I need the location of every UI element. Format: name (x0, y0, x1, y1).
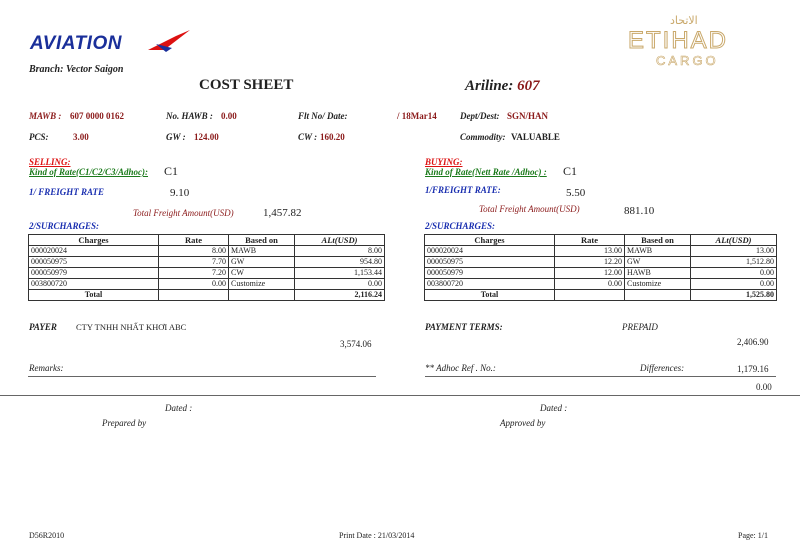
total-amount: 1,525.80 (691, 290, 777, 301)
charge-rate: 0.00 (159, 279, 229, 290)
charge-amount: 0.00 (691, 268, 777, 279)
empty-cell (229, 290, 295, 301)
flight-value: / 18Mar14 (397, 111, 437, 121)
dept-label: Dept/Dest: (460, 111, 500, 121)
selling-freight-label: 1/ FREIGHT RATE (29, 187, 105, 197)
extra-value: 0.00 (756, 382, 772, 392)
payment-terms-label: PAYMENT TERMS: (425, 322, 503, 332)
charge-rate: 8.00 (159, 246, 229, 257)
hawb-label: No. HAWB : (166, 111, 213, 121)
table-row (425, 257, 777, 268)
charge-code: 000020024 (29, 246, 159, 257)
table-header-row (425, 235, 777, 246)
buying-total-value: 881.10 (624, 205, 655, 217)
selling-charges-table (28, 234, 385, 301)
buying-freight-value: 5.50 (566, 187, 586, 199)
buying-total-label: Total Freight Amount(USD) (479, 204, 580, 214)
hawb-value: 0.00 (221, 111, 237, 121)
payment-terms-value: PREPAID (622, 322, 658, 332)
selling-heading: SELLING: (29, 157, 71, 167)
differences-divider (425, 376, 776, 377)
mawb-value: 607 0000 0162 (70, 111, 124, 121)
charge-basis: CW (229, 268, 295, 279)
column-header: Charges (29, 235, 159, 246)
charge-code: 000050975 (29, 257, 159, 268)
selling-freight-value: 9.10 (170, 187, 190, 199)
charge-code: 000050979 (425, 268, 555, 279)
total-amount: 2,116.24 (295, 290, 385, 301)
column-header: ALt(USD) (295, 235, 385, 246)
table-row (425, 246, 777, 257)
cw-label: CW : (298, 132, 318, 142)
charge-amount: 1,153.44 (295, 268, 385, 279)
table-row (425, 279, 777, 290)
remarks-divider (28, 376, 376, 377)
table-row (29, 279, 385, 290)
approved-by-label: Approved by (500, 418, 546, 428)
buying-kind-value: C1 (563, 164, 578, 178)
column-header: Based on (625, 235, 691, 246)
column-header: Charges (425, 235, 555, 246)
column-header: ALt(USD) (691, 235, 777, 246)
empty-cell (625, 290, 691, 301)
charge-basis: GW (625, 257, 691, 268)
selling-kind-label: Kind of Rate(C1/C2/C3/Adhoc): (29, 167, 149, 177)
charge-amount: 0.00 (295, 279, 385, 290)
selling-grand-total: 3,574.06 (340, 339, 372, 349)
charge-code: 000050979 (29, 268, 159, 279)
table-row (29, 268, 385, 279)
gw-value: 124.00 (194, 132, 219, 142)
buying-surcharges-label: 2/SURCHARGES: (425, 221, 496, 231)
table-row (29, 257, 385, 268)
charge-rate: 0.00 (555, 279, 625, 290)
adhoc-ref-label: ** Adhoc Ref . No.: (425, 363, 496, 373)
airline-field (465, 78, 540, 95)
pcs-value: 3.00 (73, 132, 89, 142)
pcs-label: PCS: (29, 132, 49, 142)
buying-heading: BUYING: (425, 157, 463, 167)
gw-label: GW : (166, 132, 186, 142)
total-label: Total (29, 290, 159, 301)
table-row (29, 246, 385, 257)
selling-total-label: Total Freight Amount(USD) (133, 208, 234, 218)
charge-basis: MAWB (229, 246, 295, 257)
etihad-cargo-text: CARGO (656, 53, 719, 68)
selling-surcharges-label: 2/SURCHARGES: (29, 221, 100, 231)
selling-total-value: 1,457.82 (263, 207, 302, 219)
remarks-label: Remarks: (29, 363, 64, 373)
differences-value: 1,179.16 (737, 364, 769, 374)
table-total-row (425, 290, 777, 301)
empty-cell (159, 290, 229, 301)
aviation-logo-text: AVIATION (30, 33, 122, 54)
charge-code: 000050975 (425, 257, 555, 268)
charge-code: 000020024 (425, 246, 555, 257)
buying-freight-label: 1/FREIGHT RATE: (425, 185, 501, 195)
empty-cell (555, 290, 625, 301)
charge-amount: 1,512.80 (691, 257, 777, 268)
charge-basis: Customize (625, 279, 691, 290)
charge-code: 003800720 (29, 279, 159, 290)
selling-kind-value: C1 (164, 164, 179, 178)
branch-label: Branch: Vector Saigon (29, 64, 124, 75)
charge-amount: 0.00 (691, 279, 777, 290)
charge-rate: 7.20 (159, 268, 229, 279)
buying-charges-table (424, 234, 777, 301)
airline-label: Ariline: (465, 78, 514, 94)
report-code: D56R2010 (29, 531, 65, 540)
table-row (425, 268, 777, 279)
commodity-value: VALUABLE (511, 132, 560, 142)
charge-basis: Customize (229, 279, 295, 290)
buying-grand-total: 2,406.90 (737, 337, 769, 347)
cw-value: 160.20 (320, 132, 345, 142)
charge-rate: 12.20 (555, 257, 625, 268)
flight-label: Flt No/ Date: (298, 111, 348, 121)
print-date: Print Date : 21/03/2014 (339, 531, 415, 540)
payer-label: PAYER (29, 322, 57, 332)
total-label: Total (425, 290, 555, 301)
etihad-name-text: ETIHAD (628, 27, 729, 54)
dated-left-label: Dated : (165, 403, 193, 413)
dept-value: SGN/HAN (507, 111, 549, 121)
differences-label: Differences: (640, 363, 685, 373)
signature-divider (0, 395, 800, 396)
page-title: COST SHEET (199, 77, 294, 93)
table-total-row (29, 290, 385, 301)
charge-rate: 12.00 (555, 268, 625, 279)
charge-basis: GW (229, 257, 295, 268)
buying-kind-label: Kind of Rate(Nett Rate /Adhoc) : (425, 167, 547, 177)
column-header: Rate (555, 235, 625, 246)
charge-rate: 7.70 (159, 257, 229, 268)
aviation-plane-icon (146, 28, 194, 54)
dated-right-label: Dated : (540, 403, 568, 413)
page-number: Page: 1/1 (738, 531, 768, 540)
charge-code: 003800720 (425, 279, 555, 290)
column-header: Based on (229, 235, 295, 246)
charge-rate: 13.00 (555, 246, 625, 257)
commodity-label: Commodity: (460, 132, 506, 142)
charge-amount: 8.00 (295, 246, 385, 257)
prepared-by-label: Prepared by (102, 418, 147, 428)
table-header-row (29, 235, 385, 246)
charge-basis: HAWB (625, 268, 691, 279)
charge-basis: MAWB (625, 246, 691, 257)
charge-amount: 954.80 (295, 257, 385, 268)
payer-value: CTY TNHH NHẤT KHƠI ABC (76, 322, 187, 332)
etihad-arabic-text: الاتحاد (670, 15, 698, 27)
mawb-label: MAWB : (29, 111, 62, 121)
column-header: Rate (159, 235, 229, 246)
etihad-cargo-logo (622, 15, 754, 73)
airline-value: 607 (517, 78, 540, 94)
charge-amount: 13.00 (691, 246, 777, 257)
